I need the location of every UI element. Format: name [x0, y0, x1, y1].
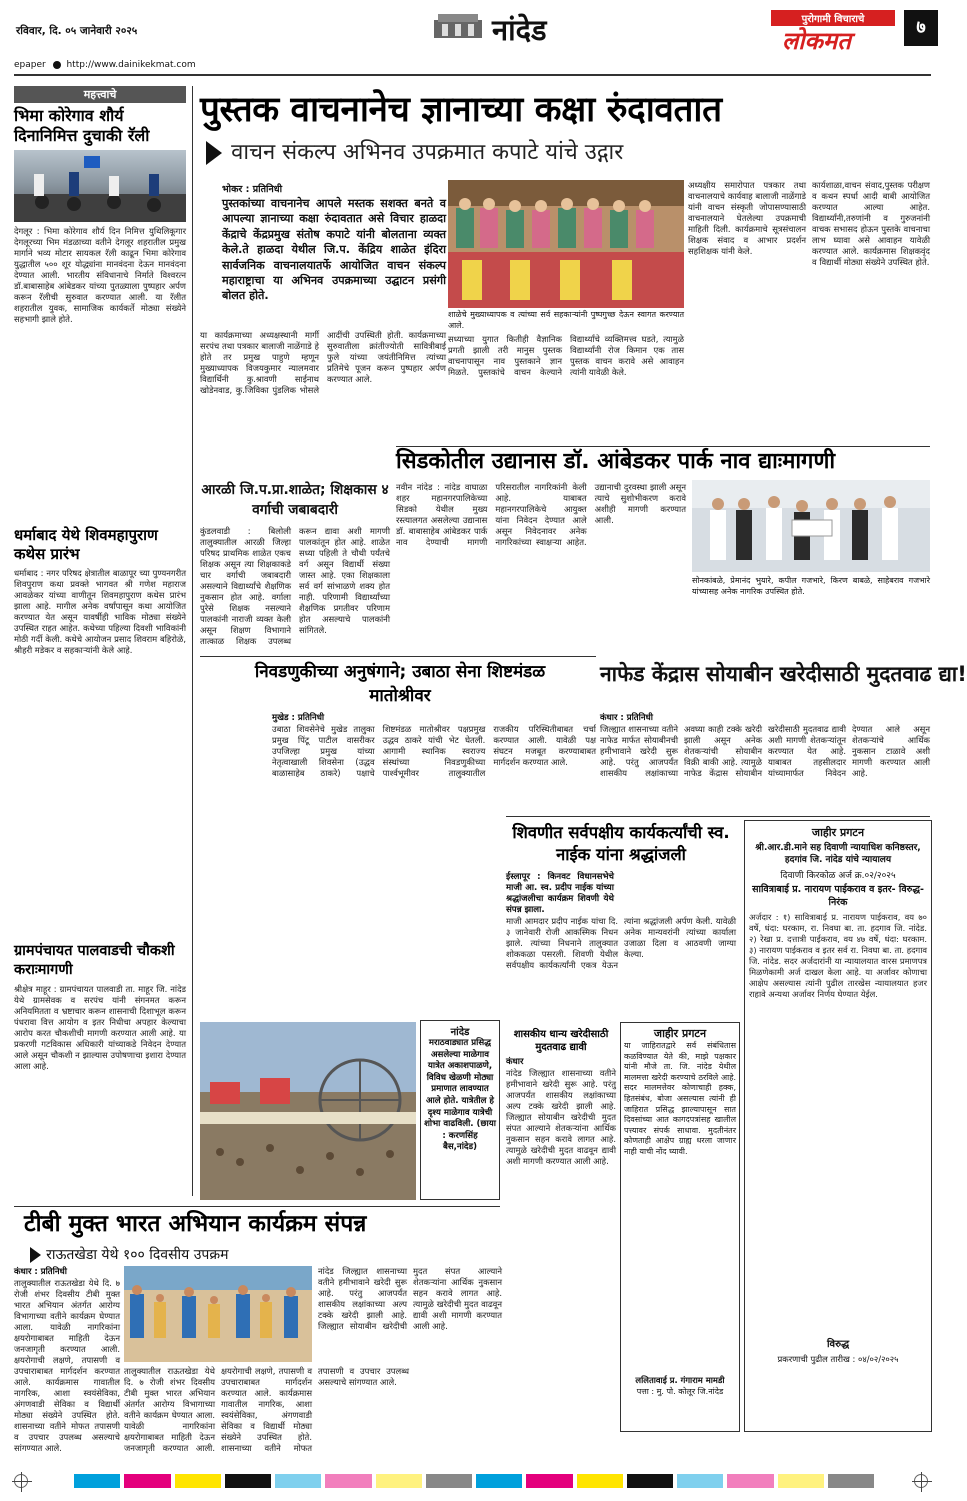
arrow-icon	[206, 141, 222, 165]
lead-subhead	[206, 140, 930, 168]
story-body: नांदेड जिल्ह्यात शासनाच्या वतीने हमीभावाने खरेदी सुरू आहे. परंतु आजपर्यंत शासकीय लक्षांकाच्या अल्प टक्के खरेदी झाली आहे. जिल्ह्यात सोयाबीन खरेदीची मुदत संपत आल्याने शेतकऱ्यांना आर्थिक नुकसान सहन करावे लागत आहे. त्यामुळे खरेदीची मुदत वाढवून द्यावी अशी मागणी करण्यात आली आहे.	[318, 1266, 502, 1331]
fair-caption-box	[420, 1020, 500, 1200]
lead-body: अध्यक्षीय समारोपात पत्रकार तथा वाचनालयाचे कार्यवाह बालाजी नाळेंगाडे यांनी वाचन संस्कृती जोपासण्यासाठी वाचनालयाने घेतलेल्या उपक्रमाची माहिती दिली. कार्यक्रमाचे सूत्रसंचालन शिक्षक संवाद व आभार प्रदर्शन सहशिक्षक यांनी केले.	[688, 180, 806, 256]
notice-footer: प्रकरणाची पुढील तारीख : ०४/०२/२०२५	[777, 1354, 899, 1364]
section-rule	[200, 656, 596, 657]
story-body: तालुक्यातील राऊतखेडा येथे दि. ७ रोजी शंभर दिवसीय टीबी मुक्त भारत अभियान अंतर्गत आरोग्य विभागाच्या वतीने कार्यक्रम घेण्यात आला. यावेळी नागरिकांना क्षयरोगाबाबत माहिती देऊन जनजागृती करण्यात आली. क्षयरोगाची लक्षणे, तपासणी व उपचाराबाबत मार्गदर्शन करण्यात आले. कार्यक्रमास गावातील नागरिक, आशा स्वयंसेविका, अंगणवाडी सेविका व विद्यार्थी मोठ्या संख्येने उपस्थित होते. शासनाच्या वतीने मोफत तपासणी व उपचार उपलब्ध असल्याचे सांगण्यात आले.	[124, 1366, 409, 1453]
edition-title: नांदेड	[492, 13, 547, 47]
story-title: धर्माबाद येथे शिवमहापुराण कथेस प्रारंभ	[14, 526, 158, 563]
tb-camp-photo	[124, 1266, 312, 1362]
url-bar	[14, 60, 931, 74]
notice-body: या जाहिरातद्वारे सर्व संबंधितास कळविण्यात येते की, माझे पक्षकार यांनी मौजे ता. जि. नांदेड येथील मालमत्ता खरेदी करण्याचे ठरविले आहे. सदर मालमत्तेवर कोणाचाही हक्क, हितसंबंध, बोजा असल्यास त्यांनी ही जाहिरात प्रसिद्ध झाल्यापासून सात दिवसांच्या आत कागदपत्रांसह खालील पत्त्यावर संपर्क साधावा. मुदतीनंतर कोणताही आक्षेप ग्राह्य धरला जाणार नाही याची नोंद घ्यावी.	[624, 1041, 736, 1156]
story-title: टीबी मुक्त भारत अभियान कार्यक्रम संपन्न	[24, 1211, 367, 1237]
fair-photo	[200, 1022, 416, 1200]
story-title: शासकीय धान्य खरेदीसाठी मुदतवाढ द्यावी	[513, 1029, 609, 1053]
story-body: देगलूर : भिमा कोरेगाव शौर्य दिन निमित्त युथिलिकूगार देगलूरच्या भिम मंडळाच्या वतीने देगलूर शहरातील प्रमुख मार्गाने भव्य मोटार सायकल रॅली काढून भिमा कोरेगाव युद्धातील ५०० शूर योद्ध्यांना मानवंदना देऊन मानवंदना देण्यात आली. भारतीय संविधानाचे निर्माते विश्वरत्न डॉ.बाबासाहेब आंबेडकर यांच्या पुतळ्याला पुष्पहार अर्पण करून रॅलीची सुरुवात करण्यात आली. या रॅलीत शहरातील युवक, सामाजिक कार्यकर्ते मोठ्या संख्येने सहभागी झाले होते.	[14, 226, 186, 324]
rally-photo	[14, 150, 186, 222]
story-title	[200, 480, 390, 520]
story-title: शिवणीत सर्वपक्षीय कार्यकर्त्यांची स्व. नाईक यांना श्रद्धांजली	[512, 823, 730, 864]
story-body: माजी आमदार प्रदीप नाईक यांचा दि. ३ जानेवारी रोजी आकस्मिक निधन झाले. त्यांच्या निधनाने तालुक्यात शोककळा पसरली. शिवणी येथील सर्वपक्षीय कार्यकर्त्यांनी एकत्र येऊन त्यांना श्रद्धांजली अर्पण केली. यावेळी अनेक मान्यवरांनी त्यांच्या कार्याला उजाळा दिला व आठवणी जाग्या केल्या.	[506, 916, 736, 970]
story-title: भिमा कोरेगाव शौर्य दिनानिमित्त दुचाकी रॅली	[14, 106, 150, 145]
registration-mark-icon	[14, 1474, 28, 1488]
story-body: उबाठा शिवसेनेचे मुखेड तालुका प्रमुख पिंटू पाटील वासरीकर उपजिल्हा प्रमुख यांच्या नेतृत्वाखाली शिवसेना (उद्धव बाळासाहेब ठाकरे) पक्षाचे शिष्टमंडळ मातोश्रीवर पक्षप्रमुख उद्धव ठाकरे यांची भेट घेतली. आगामी स्थानिक स्वराज्य संस्थांच्या निवडणुकीच्या पार्श्वभूमीवर तालुक्यातील राजकीय परिस्थितीबाबत चर्चा करण्यात आली. यावेळी पक्ष संघटन मजबूत करण्याबाबत मार्गदर्शन करण्यात आले.	[272, 724, 596, 778]
notice-signatory: ललितावाई प्र. गंगाराम मामडी	[635, 1375, 725, 1385]
issue-date: रविवार, दि. ०५ जानेवारी २०२५	[16, 25, 138, 37]
notice-against: विरुद्ध	[826, 1339, 850, 1350]
section-rule	[506, 816, 930, 817]
story-dateline: ईस्लापूर : किनवट विधानसभेचे माजी आ. स्व. प्रदीप नाईक यांच्या श्रद्धांजलीचा कार्यक्रम शिवणी येथे संपन्न झाला.	[506, 872, 614, 915]
arrow-icon	[30, 1247, 41, 1263]
story-dateline: कंधार : प्रतिनिधी	[600, 713, 653, 723]
notice-body: अर्जदार : १) सावित्राबाई प्र. नारायण पाईकराव, वय ७० वर्षे, धंदा: घरकाम, रा. निवघा बा. ता. हदगाव जि. नांदेड. २) रेखा प्र. दत्तात्री पाईकराव, वय ४७ वर्षे, धंदा: घरकाम. ३) नारायण पाईकराव व इतर सर्व रा. निवघा बा. ता. हदगाव जि. नांदेड. सदर अर्जदारांनी या न्यायालयात वारस प्रमाणपत्र मिळणेकामी अर्ज दाखल केला आहे. या अर्जावर कोणाचा आक्षेप असल्यास त्यांनी पुढील तारखेस न्यायालयात हजर राहावे अन्यथा अर्जावर निर्णय घेण्यात येईल.	[749, 912, 927, 999]
site-url[interactable]: http://www.dainikekmat.com	[66, 60, 196, 70]
story-dateline: कंधार : प्रतिनिधी	[14, 1267, 67, 1277]
story-title: नाफेड केंद्रास सोयाबीन खरेदीसाठी मुदतवाढ द्या!	[600, 662, 967, 686]
registration-strip	[14, 1470, 931, 1492]
header-rule	[14, 74, 931, 76]
lead-body: या कार्यक्रमाच्या अध्यक्षस्थानी मार्गी सरपंच तथा पत्रकार बालाजी नाळेंगाडे हे होते तर प्रमुख पाहुणे म्हणून मुख्याध्यापक विजयकुमार न्यालमवार विद्यार्थिनी कु.श्रावणी साईनाथ खोडेनवाड, कु.जिविका पुंडलिक भोसले आदींची उपस्थिती होती. कार्यक्रमाच्या सुरुवातीला क्रांतीज्योती सावित्रीबाई फुले यांच्या जयंतीनिमित्त त्यांच्या प्रतिमेचे पूजन करून पुष्पहार अर्पण करण्यात आले.	[200, 330, 446, 395]
lead-headline: पुस्तक वाचनानेच ज्ञानाच्या कक्षा रुंदावतात	[200, 90, 722, 130]
story-title: निवडणुकीच्या अनुषंगाने; उबाठा सेना शिष्टमंडळ मातोश्रीवर	[254, 662, 546, 706]
section-rule	[396, 446, 930, 447]
color-swatches	[74, 1474, 874, 1488]
court-name: श्री.आर.डी.माने सह दिवाणी न्यायाधिश कनिष्ठस्तर, हदगांव जि. नांदेड यांचे न्यायालय	[755, 843, 921, 865]
memorandum-photo	[692, 480, 930, 572]
story-body: श्रीक्षेत्र माहूर : ग्रामपंचायत पालवाडी ता. माहूर जि. नांदेड येथे ग्रामसेवक व सरपंच यांनी संगनमत करून अनियमितता व भ्रष्टाचार करून शासनाची दिशाभूल करून पंधरावा वित्त आयोग व इतर निधीचा अपहार केल्याचा आरोप करत चौकशीची मागणी करण्यात आली आहे. या प्रकरणी गटविकास अधिकारी यांच्याकडे निवेदन देण्यात आले असून चौकशी न झाल्यास उपोषणाचा इशारा देण्यात आला आहे.	[14, 984, 186, 1071]
lead-dateline: भोकर : प्रतिनिधी	[222, 184, 283, 195]
page-header	[14, 10, 934, 62]
story-subhead-text: राऊतखेडा येथे १०० दिवसीय उपक्रम	[46, 1247, 229, 1263]
case-party: सावित्राबाई प्र. नारायण पाईकराव व इतर- विरुद्ध- निरंक	[752, 884, 924, 908]
registration-mark-icon	[914, 1474, 928, 1488]
lead-intro: पुस्तकांच्या वाचनानेच आपले मस्तक सशक्त बनते व आपल्या ज्ञानाच्या कक्षा रुंदावतात असे विचार हाळदा केंद्राचे केंद्रप्रमुख संतोष कपाटे यांनी बोलताना व्यक्त केले.ते हाळदा येथील जि.प. केंद्रिय शाळेत इंदिरा सार्वजनिक वाचनालयातर्फे आयोजित वाचन संकल्प महाराष्ट्राचा या अभिनव उपक्रमाच्या उद्घाटन प्रसंगी बोलत होते.	[222, 197, 446, 303]
public-notice	[620, 1022, 740, 1432]
fair-caption: मराठवाड्यात प्रसिद्ध असलेल्या माळेगाव यात्रेत अकाशपाळणे, विविध खेळणी मोठ्या प्रमाणात लावण्यात आले होते. यात्रेतील हे दृश्य माळेगाव यात्रेची शोभा वाढविली. (छाया : करणसिंह बैस,नांदेड)	[424, 1038, 496, 1153]
story-dateline: मुखेड : प्रतिनिधी	[272, 713, 325, 723]
story-body: तालुक्यातील राऊतखेडा येथे दि. ७ रोजी शंभर दिवसीय टीबी मुक्त भारत अभियान अंतर्गत आरोग्य विभागाच्या वतीने कार्यक्रम घेण्यात आला. यावेळी नागरिकांना क्षयरोगाबाबत माहिती देऊन जनजागृती करण्यात आली. क्षयरोगाची लक्षणे, तपासणी व उपचाराबाबत मार्गदर्शन करण्यात आले. कार्यक्रमास गावातील नागरिक, आशा स्वयंसेविका, अंगणवाडी सेविका व विद्यार्थी मोठ्या संख्येने उपस्थित होते. शासनाच्या वतीने मोफत तपासणी व उपचार उपलब्ध असल्याचे सांगण्यात आले.	[14, 1278, 120, 1453]
lead-body: सध्याच्या युगात कितीही वैज्ञानिक प्रगती झाली तरी मानुस पुस्तक वाचनापासून नाव पुस्तकाने ज्ञान मिळते. पुस्तकांचे वाचन केल्याने विद्यार्थ्यांचे व्यक्तिमत्त्व घडते, त्यामुळे विद्यार्थ्यांनी रोज किमान एक तास पुस्तक वाचन करावे असे आवाहन त्यांनी यावेळी केले.	[448, 334, 684, 377]
case-number: दिवाणी किरकोळ अर्ज क्र.०२/२०२५	[780, 871, 896, 881]
edition-emblem-icon	[432, 10, 484, 42]
section-rule	[14, 1206, 500, 1207]
story-title-text: आरळी जि.प.प्रा.शाळेत; शिक्षकास ४ वर्गाची जबाबदारी	[201, 482, 389, 518]
story-title: ग्रामपंचायत पालवाडची चौकशी कराःमागणी	[14, 943, 175, 978]
story-body: जिल्ह्यात शासनाच्या वतीने नाफेड मार्फत सोयाबीनची हमीभावाने खरेदी सुरू आहे. परंतु आजपर्यंत शासकीय लक्षांकाच्या अवघ्या काही टक्के खरेदी झाली असून अनेक शेतकऱ्यांची सोयाबीन विक्री बाकी आहे. त्यामुळे नाफेड केंद्रास सोयाबीन खरेदीसाठी मुदतवाढ द्यावी अशी मागणी शेतकऱ्यांतून करण्यात येत आहे. याबाबत तहसीलदार यांच्यामार्फत निवेदन देण्यात आले असून शेतकऱ्यांचे आर्थिक नुकसान टाळावे अशी मागणी करण्यात आली आहे.	[600, 724, 930, 778]
column-divider	[192, 86, 193, 1196]
masthead-brand: लोकमत	[782, 27, 851, 55]
lead-body: कार्यशाळा,वाचन संवाद,पुस्तक परीक्षण व कथन स्पर्धा आदी बाबी आयोजित करण्यात आल्या आहेत. विद्यार्थ्यांनी,तरुणांनी व गुरुजनांनी वाचक सभासद होऊन पुस्तके वाचनाचा लाभ घ्यावा असे आवाहन यावेळी करण्यात आले. कार्यक्रमास शिक्षकवृंद व विद्यार्थी मोठ्या संख्येने उपस्थित होते.	[812, 180, 930, 267]
lead-subhead-text: वाचन संकल्प अभिनव उपक्रमात कपाटे यांचे उद्गार	[231, 140, 624, 165]
story-dateline: कंधार	[506, 1057, 524, 1067]
court-notice	[744, 820, 932, 1432]
masthead-tagline: पुरोगामी विचाराचे	[771, 10, 895, 26]
story-body: नांदेड जिल्ह्यात शासनाच्या वतीने हमीभावाने खरेदी सुरू आहे. परंतु आजपर्यंत शासकीय लक्षांकाच्या अल्प टक्के खरेदी झाली आहे. जिल्ह्यात सोयाबीन खरेदीची मुदत संपत आल्याने शेतकऱ्यांना आर्थिक नुकसान सहन करावे लागत आहे. त्यामुळे खरेदीची मुदत वाढवून द्यावी अशी मागणी करण्यात आली आहे.	[506, 1068, 616, 1166]
page-number-badge: ७	[904, 10, 938, 46]
story-body: कुंडलवाडी : बिलोली तालुक्यातील आरळी जिल्हा परिषद प्राथमिक शाळेत एकच शिक्षक असून त्या शिक्षकाकडे चार वर्गाची जबाबदारी असल्याने विद्यार्थ्यांचे शैक्षणिक नुकसान होत आहे. वर्गाला पुरेसे शिक्षक नसल्याने पालकांनी नाराजी व्यक्त केली असून शिक्षण विभागाने तात्काळ शिक्षक उपलब्ध करून द्यावा अशी मागणी पालकांतून होत आहे. शाळेत सध्या पहिली ते चौथी पर्यंतचे वर्ग असून विद्यार्थी संख्या जास्त आहे. एका शिक्षकाला सर्व वर्ग सांभाळणे शक्य होत नाही. परिणामी विद्यार्थ्यांच्या शैक्षणिक प्रगतीवर परिणाम होत असल्याचे पालकांनी सांगितले.	[200, 526, 390, 646]
story-body: धर्माबाद : नगर परिषद क्षेत्रातील बाळापूर च्या पुण्यनगरीत शिवपुराण कथा प्रवक्ते भागवत श्री गणेश महाराज आवळेकर यांच्या वाणीतून शिवमहापुराण कथेस प्रारंभ झाला आहे. मागील अनेक वर्षांपासून कथा आयोजित करण्यात येत असून यावर्षीही भाविक मोठ्या संख्येने उपस्थित राहत आहेत. कथेच्या पहिल्या दिवशी भाविकांनी मोठी गर्दी केली. कथेचे आयोजन प्रसाद शिवराम बहिरोळे, श्रीहरी मडेकर व सहकाऱ्यांनी केले आहे.	[14, 568, 186, 655]
epaper-label: epaper	[14, 60, 46, 70]
notice-address: पत्ता : मु. पो. कोलूर जि.नांदेड	[636, 1387, 724, 1396]
lead-photo-caption: शाळेचे मुख्याध्यापक व त्यांच्या सर्व सहकाऱ्यांनी पुष्पगुच्छ देऊन स्वागत करण्यात आले.	[448, 310, 684, 330]
kicker-bar	[14, 86, 186, 103]
notice-title: जाहीर प्रगटन	[811, 826, 865, 839]
photo-caption: सोनकांबळे, प्रेमानंद भुयारे, कपील गजभारे, किरण बाबळे, साहेबराव गजभारे यांच्यासह अनेक नागरिक उपस्थित होते.	[692, 576, 930, 596]
story-title: सिडकोतील उद्यानास डॉ. आंबेडकर पार्क नाव द्याःमागणी	[396, 449, 836, 474]
globe-icon	[53, 61, 61, 69]
lead-photo	[448, 180, 684, 308]
kicker-label: महत्त्वाचे	[83, 88, 117, 101]
story-body: नवीन नांदेड : नांदेड वाघाळा शहर महानगरपालिकेच्या सिडको येथील मुख्य रस्त्यालगत असलेल्या उद्यानास डॉ. बाबासाहेब आंबेडकर पार्क नाव देण्याची मागणी परिसरातील नागरिकांनी केली आहे. याबाबत महानगरपालिकेचे आयुक्त यांना निवेदन देण्यात आले असून निवेदनावर अनेक नागरिकांच्या स्वाक्षऱ्या आहेत. उद्यानाची दुरवस्था झाली असून त्याचे सुशोभीकरण करावे अशीही मागणी करण्यात आली.	[396, 482, 686, 547]
notice-title: जाहीर प्रगटन	[653, 1027, 707, 1040]
story-subhead	[30, 1244, 500, 1264]
fair-caption-title: नांदेड	[450, 1027, 470, 1038]
